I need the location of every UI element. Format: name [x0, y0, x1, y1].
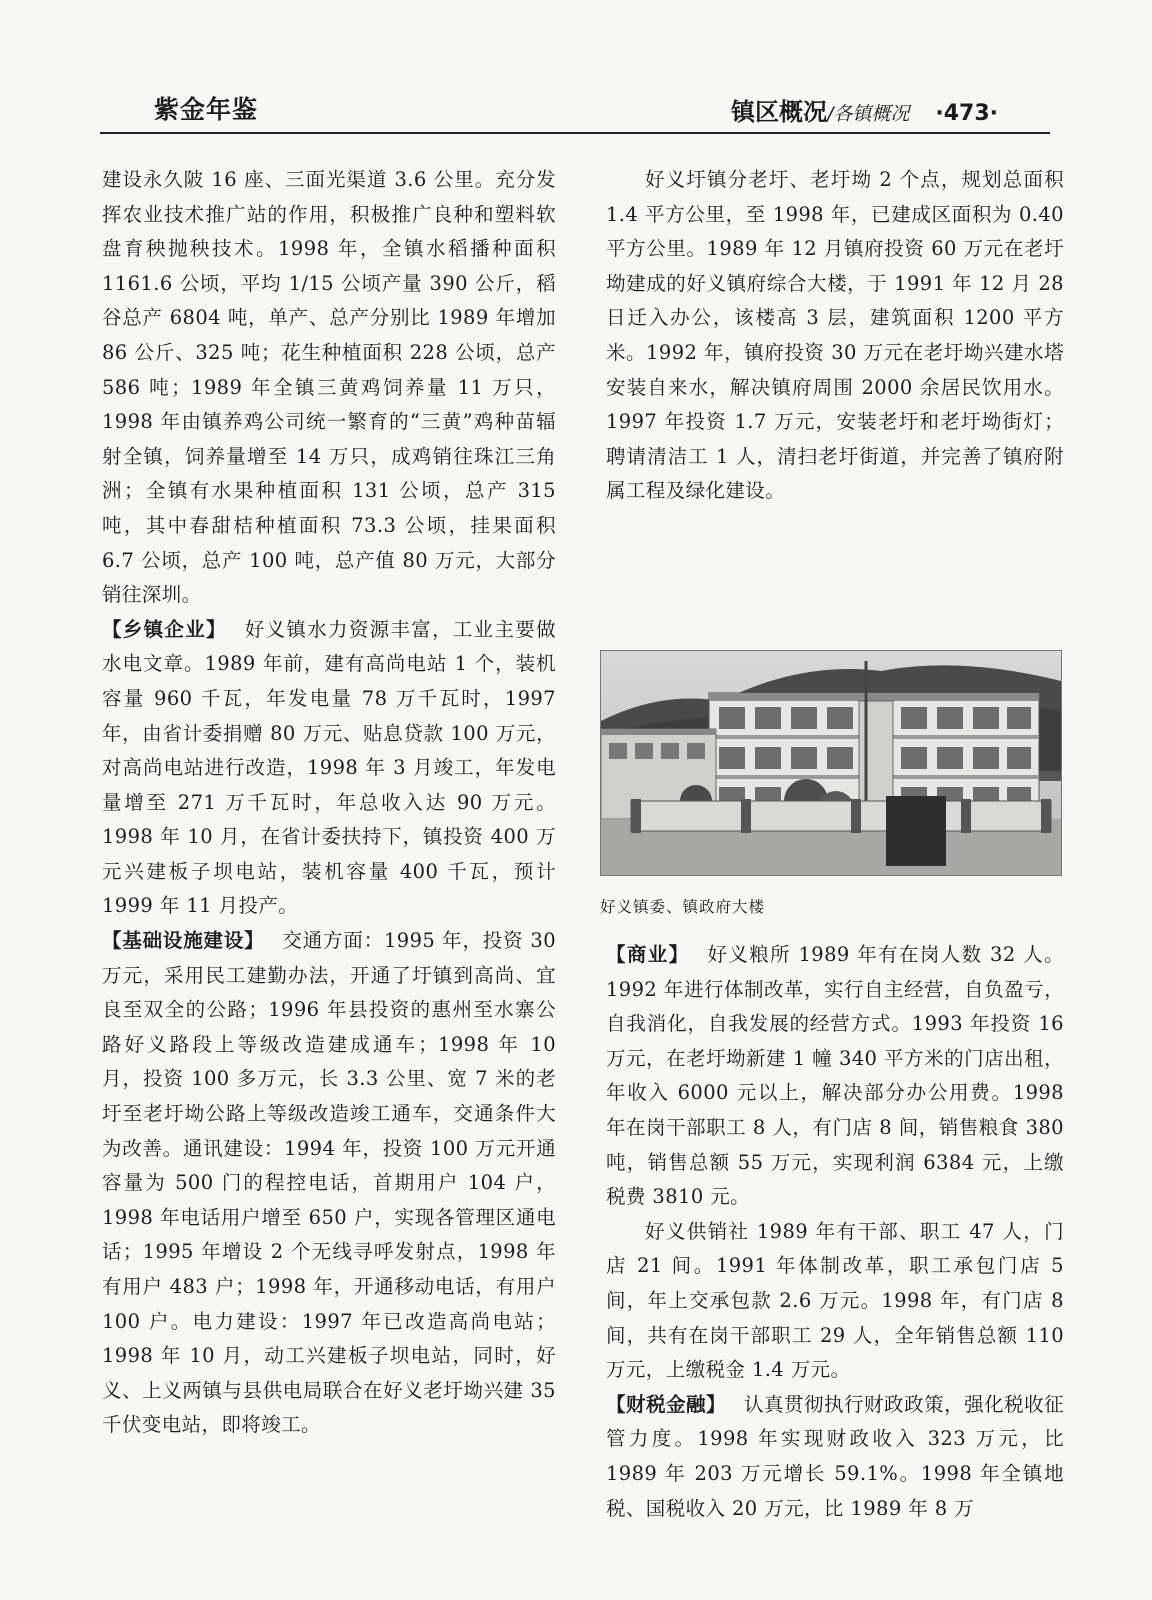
- government-building-photo: [600, 650, 1062, 876]
- text-township-enterprise: 好义镇水力资源丰富，工业主要做水电文章。1989 年前，建有高尚电站 1 个，装机容量 960 千瓦，年发电量 78 万千瓦时，1997 年，由省计委捐赠 80 万元、贴息贷款 100 万元，对高尚电站进行改造，1998 年 3 月竣工，年发电量增至 271 万千瓦时，年总收入达 90 万元。1998 年 10 月，在省计委扶持下，镇投资 400 万元兴建板子坝电站，装机容量 400 千瓦，预计 1999 年 11 月投产。: [102, 617, 556, 918]
- paragraph-supply-cooperative: 好义供销社 1989 年有干部、职工 47 人，门店 21 间。1991 年体制改革，职工承包门店 5 间，年上交承包款 2.6 万元。1998 年，有门店 8 间，共有在岗干部职工 29 人，全年销售总额 110 万元，上缴税金 1.4 万元。: [606, 1219, 1064, 1382]
- paragraph-infrastructure: [102, 924, 556, 1443]
- paragraph-township-enterprise: [102, 613, 556, 924]
- page-header: [100, 88, 1050, 134]
- page-number: ·473·: [935, 101, 998, 126]
- right-column-top: [606, 163, 1064, 509]
- text-finance: 认真贯彻执行财政政策，强化税收征管力度。1998 年实现财政收入 323 万元，比 1989 年 203 万元增长 59.1%。1998 年全镇地税、国税收入 20 万元，比 1989 年 8 万: [606, 1392, 1064, 1520]
- photo-caption: 好义镇委、镇政府大楼: [600, 898, 766, 916]
- paragraph-town-construction: 好义圩镇分老圩、老圩坳 2 个点，规划总面积 1.4 平方公里，至 1998 年，已建成区面积为 0.40 平方公里。1989 年 12 月镇府投资 60 万元在老圩坳建成的好义镇府综合大楼，于 1991 年 12 月 28 日迁入办公，该楼高 3 层，建筑面积 1200 平方米。1992 年，镇府投资 30 万元在老圩坳兴建水塔安装自来水，解决镇府周围 2000 余居民饮用水。1997 年投资 1.7 万元，安装老圩和老圩坳街灯；聘请清洁工 1 人，清扫老圩街道，并完善了镇府附属工程及绿化建设。: [606, 168, 1064, 503]
- building-illustration: [601, 651, 1061, 875]
- subsection-title: /各镇概况: [826, 103, 910, 125]
- heading-infrastructure: 【基础设施建设】: [102, 929, 265, 953]
- heading-commerce: 【商业】: [606, 943, 690, 966]
- heading-township-enterprise: 【乡镇企业】: [102, 617, 227, 641]
- running-head: [731, 92, 998, 127]
- paragraph-agriculture: 建设永久陂 16 座、三面光渠道 3.6 公里。充分发挥农业技术推广站的作用，积极推广良种和塑料软盘育秧抛秧技术。1998 年，全镇水稻播种面积 1161.6 公顷，平均 1/15 公顷产量 390 公斤，稻谷总产 6804 吨，单产、总产分别比 1989 年增加 86 公斤、325 吨；花生种植面积 228 公顷，总产 586 吨；1989 年全镇三黄鸡饲养量 11 万只，1998 年由镇养鸡公司统一繁育的“三黄”鸡种苗辐射全镇，饲养量增至 14 万只，成鸡销往珠江三角洲；全镇有水果种植面积 131 公顷，总产 315 吨，其中春甜桔种植面积 73.3 公顷，挂果面积 6.7 公顷，总产 100 吨，总产值 80 万元，大部分销往深圳。: [102, 168, 556, 607]
- text-commerce: 好义粮所 1989 年有在岗人数 32 人。1992 年进行体制改革，实行自主经营，自负盈亏，自我消化，自我发展的经营方式。1993 年投资 16 万元，在老圩坳新建 1 幢 340 平方米的门店出租，年收入 6000 元以上，解决部分办公用费。1998 年在岗干部职工 8 人，有门店 8 间，销售粮食 380 吨，销售总额 55 万元，实现利润 6384 元，上缴税费 3810 元。: [606, 943, 1064, 1209]
- section-title: 镇区概况: [730, 98, 827, 126]
- paragraph-commerce: [606, 938, 1064, 1215]
- right-column-bottom: [606, 938, 1064, 1526]
- book-title: 紫金年鉴: [154, 95, 259, 124]
- heading-finance: 【财税金融】: [606, 1392, 727, 1416]
- left-column: [102, 163, 556, 1443]
- text-infrastructure: 交通方面：1995 年，投资 30 万元，采用民工建勤办法，开通了圩镇到高尚、宜良至双全的公路；1996 年县投资的惠州至水寨公路好义路段上等级改造建成通车；1998 年 10 月，投资 100 多万元，长 3.3 公里、宽 7 米的老圩至老圩坳公路上等级改造竣工通车，交通条件大为改善。通讯建设：1994 年，投资 100 万元开通容量为 500 门的程控电话，首期用户 104 户，1998 年电话用户增至 650 户，实现各管理区通电话；1995 年增设 2 个无线寻呼发射点，1998 年有用户 483 户；1998 年，开通移动电话，有用户 100 户。电力建设：1997 年已改造高尚电站；1998 年 10 月，动工兴建板子坝电站，同时，好义、上义两镇与县供电局联合在好义老圩坳兴建 35 千伏变电站，即将竣工。: [102, 929, 557, 1437]
- paragraph-finance: [606, 1388, 1064, 1526]
